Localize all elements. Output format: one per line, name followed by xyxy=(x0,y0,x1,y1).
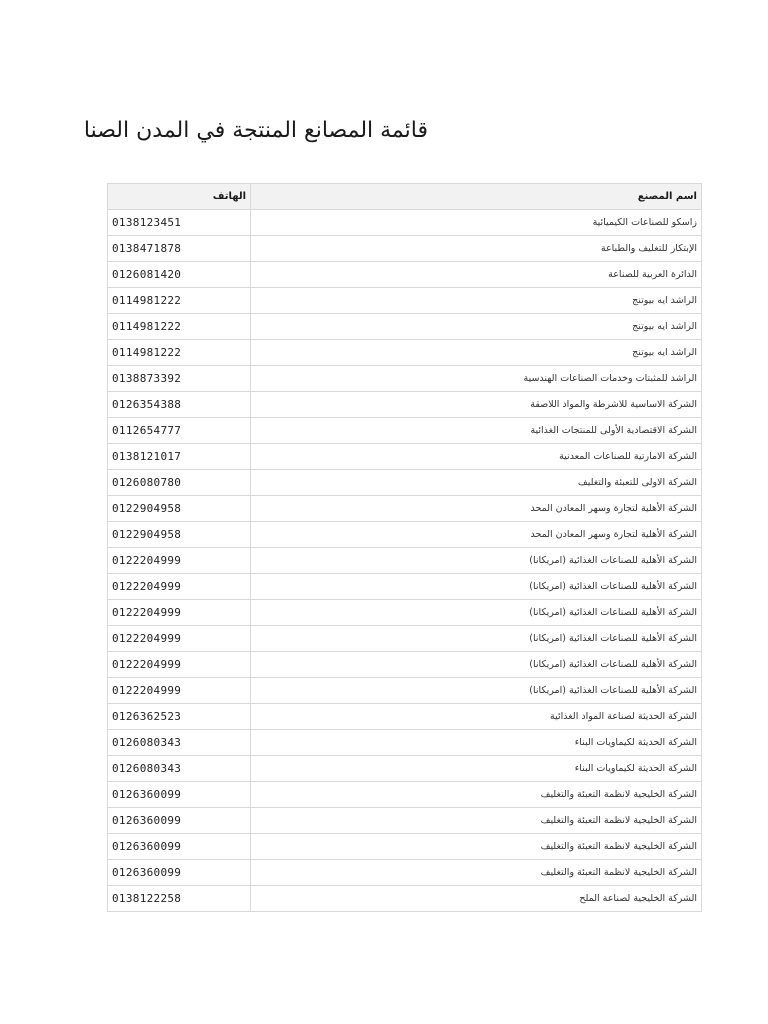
factory-name-cell: الشركة الأهلية لتجارة وسهر المعادن المحد xyxy=(251,496,702,522)
factory-name-cell: الشركة الحديثة لصناعة المواد الغذائية xyxy=(251,704,702,730)
phone-cell: 0126362523 xyxy=(108,704,251,730)
table-row xyxy=(108,444,702,470)
table-row xyxy=(108,210,702,236)
factory-name-cell: الشركة الحديثة لكيماويات البناء xyxy=(251,730,702,756)
table-row xyxy=(108,548,702,574)
header-factory-name: اسم المصنع xyxy=(251,184,702,210)
factory-name-cell: الشركة الخليجية لانظمة التعبئة والتغليف xyxy=(251,834,702,860)
phone-cell: 0138873392 xyxy=(108,366,251,392)
phone-cell: 0126360099 xyxy=(108,782,251,808)
phone-cell: 0114981222 xyxy=(108,340,251,366)
factory-name-cell: الإبتكار للتغليف والطباعة xyxy=(251,236,702,262)
table-header xyxy=(108,184,702,210)
phone-cell: 0126354388 xyxy=(108,392,251,418)
factory-name-cell: الراشد ايه بيوتنج xyxy=(251,288,702,314)
table-row xyxy=(108,288,702,314)
factory-name-cell: الراشد ايه بيوتنج xyxy=(251,314,702,340)
table-row xyxy=(108,808,702,834)
phone-cell: 0112654777 xyxy=(108,418,251,444)
factory-name-cell: الشركة الخليجية لانظمة التعبئة والتغليف xyxy=(251,860,702,886)
table-row xyxy=(108,834,702,860)
phone-cell: 0126080780 xyxy=(108,470,251,496)
table-row xyxy=(108,626,702,652)
factory-name-cell: زاسكو للصناعات الكيميائية xyxy=(251,210,702,236)
table-row xyxy=(108,756,702,782)
phone-cell: 0126360099 xyxy=(108,808,251,834)
factory-name-cell: الشركة الامارتية للصناعات المعدنية xyxy=(251,444,702,470)
phone-cell: 0122904958 xyxy=(108,496,251,522)
table-row xyxy=(108,522,702,548)
table-row xyxy=(108,236,702,262)
phone-cell: 0122204999 xyxy=(108,600,251,626)
phone-cell: 0126360099 xyxy=(108,860,251,886)
factory-name-cell: الشركة الخليجية لانظمة التعبئة والتغليف xyxy=(251,782,702,808)
table-row xyxy=(108,704,702,730)
factory-name-cell: الشركة الأهلية للصناعات الغذائية (امريكانا) xyxy=(251,626,702,652)
phone-cell: 0126360099 xyxy=(108,834,251,860)
table-row xyxy=(108,496,702,522)
table-row xyxy=(108,574,702,600)
factory-name-cell: الشركة الحديثة لكيماويات البناء xyxy=(251,756,702,782)
phone-cell: 0126081420 xyxy=(108,262,251,288)
table-row xyxy=(108,886,702,912)
table-row xyxy=(108,860,702,886)
factory-name-cell: الشركة الأهلية للصناعات الغذائية (امريكانا) xyxy=(251,652,702,678)
factory-name-cell: الشركة الخليجية لصناعة الملح xyxy=(251,886,702,912)
table-row xyxy=(108,470,702,496)
factory-name-cell: الشركة الاساسية للاشرطة والمواد اللاصقة xyxy=(251,392,702,418)
phone-cell: 0122904958 xyxy=(108,522,251,548)
factories-table-container xyxy=(107,183,701,912)
phone-cell: 0122204999 xyxy=(108,678,251,704)
page-title: قائمة المصانع المنتجة في المدن الصنا xyxy=(83,118,428,143)
phone-cell: 0122204999 xyxy=(108,652,251,678)
table-header-row xyxy=(108,184,702,210)
factory-name-cell: الدائرة العربية للصناعة xyxy=(251,262,702,288)
table-row xyxy=(108,392,702,418)
factory-name-cell: الشركة الأهلية لتجارة وسهر المعادن المحد xyxy=(251,522,702,548)
table-row xyxy=(108,782,702,808)
phone-cell: 0122204999 xyxy=(108,548,251,574)
factory-name-cell: الشركة الأهلية للصناعات الغذائية (امريكانا) xyxy=(251,574,702,600)
table-row xyxy=(108,652,702,678)
header-phone: الهاتف xyxy=(108,184,251,210)
phone-cell: 0122204999 xyxy=(108,574,251,600)
factory-name-cell: الشركة الأهلية للصناعات الغذائية (امريكانا) xyxy=(251,548,702,574)
factories-table xyxy=(107,183,702,912)
table-row xyxy=(108,678,702,704)
phone-cell: 0138123451 xyxy=(108,210,251,236)
phone-cell: 0114981222 xyxy=(108,288,251,314)
factory-name-cell: الشركة الأهلية للصناعات الغذائية (امريكانا) xyxy=(251,678,702,704)
table-row xyxy=(108,730,702,756)
phone-cell: 0126080343 xyxy=(108,730,251,756)
table-row xyxy=(108,262,702,288)
phone-cell: 0126080343 xyxy=(108,756,251,782)
factory-name-cell: الراشد ايه بيوتنج xyxy=(251,340,702,366)
phone-cell: 0138121017 xyxy=(108,444,251,470)
factory-name-cell: الشركة الأهلية للصناعات الغذائية (امريكانا) xyxy=(251,600,702,626)
table-row xyxy=(108,340,702,366)
factory-name-cell: الراشد للمثبتات وخدمات الصناعات الهندسية xyxy=(251,366,702,392)
table-row xyxy=(108,366,702,392)
phone-cell: 0138471878 xyxy=(108,236,251,262)
factory-name-cell: الشركة الخليجية لانظمة التعبئة والتغليف xyxy=(251,808,702,834)
table-row xyxy=(108,600,702,626)
table-row xyxy=(108,314,702,340)
factory-name-cell: الشركة الاقتصادية الأولى للمنتجات الغذائية xyxy=(251,418,702,444)
phone-cell: 0122204999 xyxy=(108,626,251,652)
phone-cell: 0114981222 xyxy=(108,314,251,340)
table-row xyxy=(108,418,702,444)
factory-name-cell: الشركة الاولى للتعبئة والتغليف xyxy=(251,470,702,496)
phone-cell: 0138122258 xyxy=(108,886,251,912)
table-body xyxy=(108,210,702,912)
